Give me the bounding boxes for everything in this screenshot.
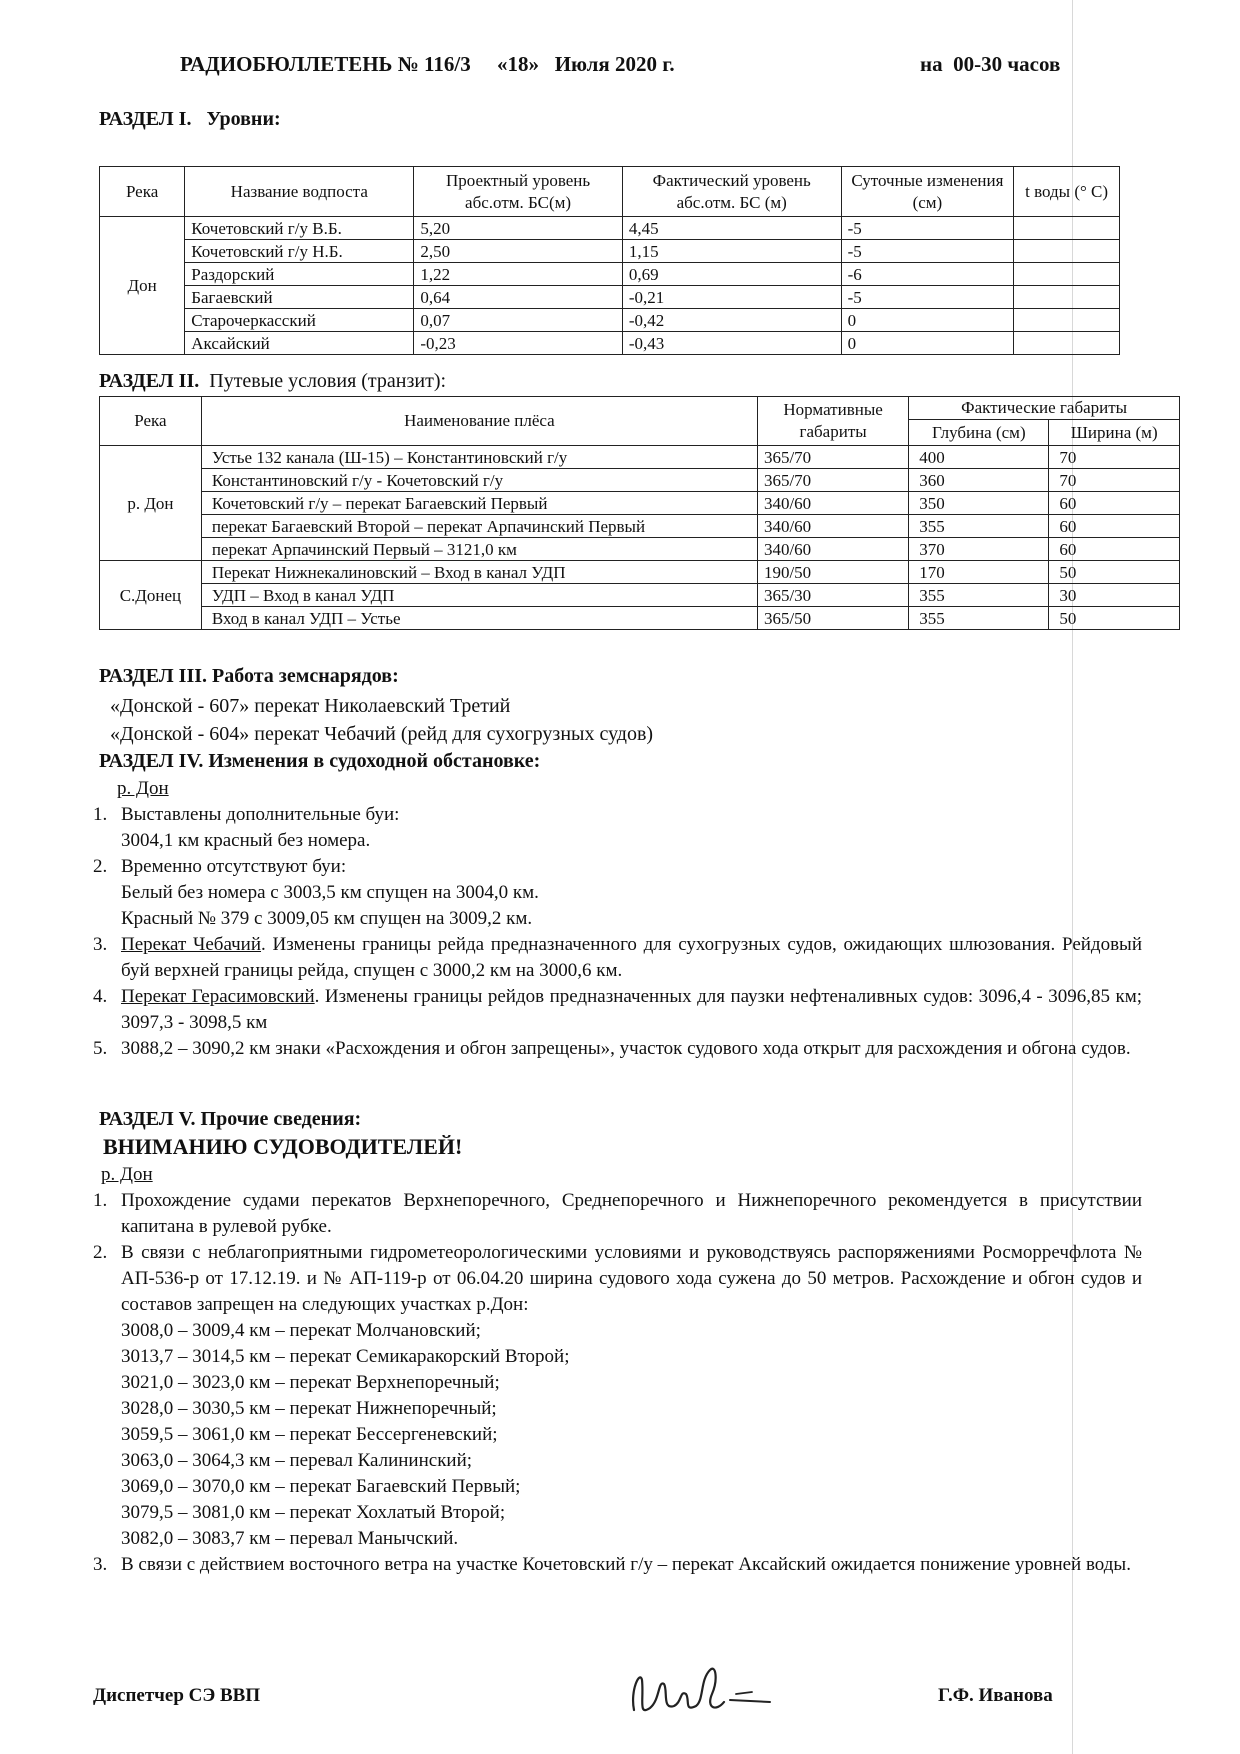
depth-cell: 400 <box>909 446 1049 469</box>
item-text: . Изменены границы рейда предназначенного для сухогрузных судов, ожидающих шлюзования. Рейдовый буй верхней границы рейда, спущен с 3000,2 км на 3000,6 км. <box>121 934 1142 981</box>
list-item <box>93 984 1142 1036</box>
item-number: 1. <box>93 1190 108 1211</box>
section-2-heading <box>99 370 446 393</box>
norm-cell: 340/60 <box>757 515 908 538</box>
levels-body <box>100 217 1120 355</box>
attention-heading <box>103 1134 462 1160</box>
transit-body <box>100 446 1180 630</box>
levels-row <box>100 286 1120 309</box>
levels-table <box>99 166 1120 355</box>
stretch-name-cell: перекат Багаевский Второй – перекат Арпачинский Первый <box>201 515 757 538</box>
river-cell: Дон <box>100 217 185 355</box>
item-number: 3. <box>93 1554 108 1575</box>
norm-cell: 365/50 <box>757 607 908 630</box>
dispatcher-name: Г.Ф. Иванова <box>938 1685 1053 1706</box>
transit-header-row-1 <box>100 397 1180 420</box>
transit-row <box>100 584 1180 607</box>
item-underlined: Перекат Герасимовский <box>121 986 315 1007</box>
depth-cell: 355 <box>909 607 1049 630</box>
river-cell: р. Дон <box>100 446 202 561</box>
depth-cell: 360 <box>909 469 1049 492</box>
post-name-cell: Старочеркасский <box>185 309 414 332</box>
depth-cell: 350 <box>909 492 1049 515</box>
dispatcher-role: Диспетчер СЭ ВВП <box>93 1685 261 1706</box>
item-text: Выставлены дополнительные буи: <box>121 804 400 825</box>
item-text: Прохождение судами перекатов Верхнепоречного, Среднепоречного и Нижнепоречного рекомендуется в присутствии капитана в рулевой рубке. <box>121 1190 1142 1237</box>
item-subline: 3008,0 – 3009,4 км – перекат Молчановский; <box>121 1320 481 1341</box>
section-1-label: РАЗДЕЛ I. <box>99 108 192 130</box>
section-3-heading <box>99 665 399 688</box>
list-item <box>93 1552 1142 1578</box>
norm-cell: 365/70 <box>757 469 908 492</box>
col-actual-level: Фактический уровень абс.отм. БС (м) <box>622 167 841 217</box>
post-name-cell: Кочетовский г/у Н.Б. <box>185 240 414 263</box>
norm-cell: 365/30 <box>757 584 908 607</box>
norm-cell: 340/60 <box>757 492 908 515</box>
item-number: 2. <box>93 856 108 877</box>
levels-row <box>100 309 1120 332</box>
list-item <box>93 802 1142 828</box>
transit-row <box>100 538 1180 561</box>
col-width: Ширина (м) <box>1049 420 1180 446</box>
transit-row <box>100 469 1180 492</box>
width-cell: 60 <box>1049 538 1180 561</box>
item-subline: 3013,7 – 3014,5 км – перекат Семикаракорский Второй; <box>121 1346 570 1367</box>
actual-level-cell: -0,21 <box>622 286 841 309</box>
daily-change-cell: -5 <box>841 286 1014 309</box>
list-item <box>93 1240 1142 1318</box>
section-4-list <box>93 802 1142 1062</box>
levels-header-row <box>100 167 1120 217</box>
width-cell: 70 <box>1049 446 1180 469</box>
project-level-cell: 5,20 <box>414 217 623 240</box>
stretch-name-cell: Константиновский г/у - Кочетовский г/у <box>201 469 757 492</box>
section-5-list <box>93 1188 1142 1578</box>
col-river: Река <box>100 397 202 446</box>
dredger-item: «Донской - 607» перекат Николаевский Третий <box>110 695 511 717</box>
section-4-heading <box>99 750 540 773</box>
list-item <box>93 854 1142 880</box>
item-text: 3088,2 – 3090,2 км знаки «Расхождения и обгон запрещены», участок судового хода открыт для расхождения и обгона судов. <box>121 1038 1131 1059</box>
item-subline: Белый без номера с 3003,5 км спущен на 3004,0 км. <box>121 882 539 903</box>
bulletin-time: на 00-30 часов <box>920 52 1061 76</box>
stretch-name-cell: перекат Арпачинский Первый – 3121,0 км <box>201 538 757 561</box>
col-river: Река <box>100 167 185 217</box>
col-norm: Нормативные габариты <box>757 397 908 446</box>
norm-cell: 340/60 <box>757 538 908 561</box>
stretch-name-cell: Перекат Нижнекалиновский – Вход в канал УДП <box>201 561 757 584</box>
section-2-subtitle: Путевые условия (транзит): <box>209 370 447 392</box>
handwritten-signature <box>620 1650 780 1730</box>
col-post: Название водпоста <box>185 167 414 217</box>
daily-change-cell: -5 <box>841 240 1014 263</box>
stretch-name-cell: УДП – Вход в канал УДП <box>201 584 757 607</box>
transit-row <box>100 492 1180 515</box>
width-cell: 60 <box>1049 492 1180 515</box>
section-4-river: р. Дон <box>117 778 169 799</box>
actual-level-cell: 1,15 <box>622 240 841 263</box>
item-number: 2. <box>93 1242 108 1263</box>
levels-row <box>100 240 1120 263</box>
item-subline: 3004,1 км красный без номера. <box>121 830 371 851</box>
item-subline: 3082,0 – 3083,7 км – перевал Манычский. <box>121 1528 459 1549</box>
item-subline: Красный № 379 с 3009,05 км спущен на 3009,2 км. <box>121 908 533 929</box>
daily-change-cell: -6 <box>841 263 1014 286</box>
section-2-label: РАЗДЕЛ II. <box>99 370 200 392</box>
depth-cell: 355 <box>909 515 1049 538</box>
norm-cell: 190/50 <box>757 561 908 584</box>
post-name-cell: Кочетовский г/у В.Б. <box>185 217 414 240</box>
width-cell: 70 <box>1049 469 1180 492</box>
section-5-river: р. Дон <box>101 1164 153 1185</box>
actual-level-cell: 0,69 <box>622 263 841 286</box>
levels-row <box>100 332 1120 355</box>
post-name-cell: Аксайский <box>185 332 414 355</box>
col-daily-change: Суточные изменения (см) <box>841 167 1014 217</box>
transit-row <box>100 607 1180 630</box>
item-number: 5. <box>93 1038 108 1059</box>
col-water-temp: t воды (° С) <box>1014 167 1120 217</box>
item-text: В связи с неблагоприятными гидрометеорологическими условиями и руководствуясь распоряжениями Росморречфлота № АП-536-р от 17.12.19. и № АП-119-р от 06.04.20 ширина судового хода сужена до 50 метров. Расхождение и обгон судов и составов запрещен на следующих участках р.Дон: <box>121 1242 1142 1315</box>
project-level-cell: -0,23 <box>414 332 623 355</box>
section-1-heading <box>99 108 281 131</box>
transit-row <box>100 561 1180 584</box>
water-temp-cell <box>1014 309 1120 332</box>
item-subline: 3059,5 – 3061,0 км – перекат Бессергеневский; <box>121 1424 498 1445</box>
project-level-cell: 2,50 <box>414 240 623 263</box>
section-3-label: РАЗДЕЛ III. Работа земснарядов: <box>99 665 399 687</box>
stretch-name-cell: Кочетовский г/у – перекат Багаевский Первый <box>201 492 757 515</box>
item-text: В связи с действием восточного ветра на участке Кочетовский г/у – перекат Аксайский ожидается понижение уровней воды. <box>121 1554 1131 1575</box>
depth-cell: 170 <box>909 561 1049 584</box>
water-temp-cell <box>1014 240 1120 263</box>
post-name-cell: Раздорский <box>185 263 414 286</box>
item-subline: 3028,0 – 3030,5 км – перекат Нижнепоречный; <box>121 1398 497 1419</box>
depth-cell: 370 <box>909 538 1049 561</box>
actual-level-cell: -0,42 <box>622 309 841 332</box>
daily-change-cell: 0 <box>841 309 1014 332</box>
item-subline: 3063,0 – 3064,3 км – перевал Калининский; <box>121 1450 473 1471</box>
section-1-subtitle: Уровни: <box>206 108 281 130</box>
project-level-cell: 0,64 <box>414 286 623 309</box>
project-level-cell: 1,22 <box>414 263 623 286</box>
width-cell: 50 <box>1049 561 1180 584</box>
bulletin-title: РАДИОБЮЛЛЕТЕНЬ № 116/3 «18» Июля 2020 г. <box>180 52 675 76</box>
actual-level-cell: 4,45 <box>622 217 841 240</box>
list-item <box>93 932 1142 984</box>
stretch-name-cell: Устье 132 канала (Ш-15) – Константиновский г/у <box>201 446 757 469</box>
item-subline: 3021,0 – 3023,0 км – перекат Верхнепоречный; <box>121 1372 500 1393</box>
item-underlined: Перекат Чебачий <box>121 934 262 955</box>
width-cell: 60 <box>1049 515 1180 538</box>
item-number: 4. <box>93 986 108 1007</box>
daily-change-cell: -5 <box>841 217 1014 240</box>
norm-cell: 365/70 <box>757 446 908 469</box>
col-stretch: Наименование плёса <box>201 397 757 446</box>
daily-change-cell: 0 <box>841 332 1014 355</box>
item-subline: 3079,5 – 3081,0 км – перекат Хохлатый Второй; <box>121 1502 506 1523</box>
width-cell: 30 <box>1049 584 1180 607</box>
water-temp-cell <box>1014 286 1120 309</box>
list-item <box>93 1188 1142 1240</box>
section-5-heading <box>99 1108 361 1131</box>
dredger-item: «Донской - 604» перекат Чебачий (рейд для сухогрузных судов) <box>110 723 654 745</box>
project-level-cell: 0,07 <box>414 309 623 332</box>
post-name-cell: Багаевский <box>185 286 414 309</box>
stretch-name-cell: Вход в канал УДП – Устье <box>201 607 757 630</box>
section-5-label: РАЗДЕЛ V. Прочие сведения: <box>99 1108 362 1130</box>
col-project-level: Проектный уровень абс.отм. БС(м) <box>414 167 623 217</box>
levels-row <box>100 217 1120 240</box>
transit-row <box>100 446 1180 469</box>
water-temp-cell <box>1014 217 1120 240</box>
attention-label: ВНИМАНИЮ СУДОВОДИТЕЛЕЙ! <box>103 1134 463 1159</box>
item-number: 1. <box>93 804 108 825</box>
transit-row <box>100 515 1180 538</box>
width-cell: 50 <box>1049 607 1180 630</box>
col-depth: Глубина (см) <box>909 420 1049 446</box>
transit-table <box>99 396 1180 630</box>
actual-level-cell: -0,43 <box>622 332 841 355</box>
item-number: 3. <box>93 934 108 955</box>
levels-row <box>100 263 1120 286</box>
col-actual: Фактические габариты <box>909 397 1180 420</box>
section-4-label: РАЗДЕЛ IV. Изменения в судоходной обстановке: <box>99 750 541 772</box>
water-temp-cell <box>1014 263 1120 286</box>
list-item <box>93 1036 1142 1062</box>
item-text: Временно отсутствуют буи: <box>121 856 347 877</box>
depth-cell: 355 <box>909 584 1049 607</box>
dredgers-list <box>110 692 653 748</box>
river-cell: С.Донец <box>100 561 202 630</box>
item-subline: 3069,0 – 3070,0 км – перекат Багаевский Первый; <box>121 1476 521 1497</box>
item-text: . Изменены границы рейдов предназначенных для паузки нефтеналивных судов: 3096,4 - 3096,85 км; 3097,3 - 3098,5 км <box>121 986 1142 1033</box>
water-temp-cell <box>1014 332 1120 355</box>
